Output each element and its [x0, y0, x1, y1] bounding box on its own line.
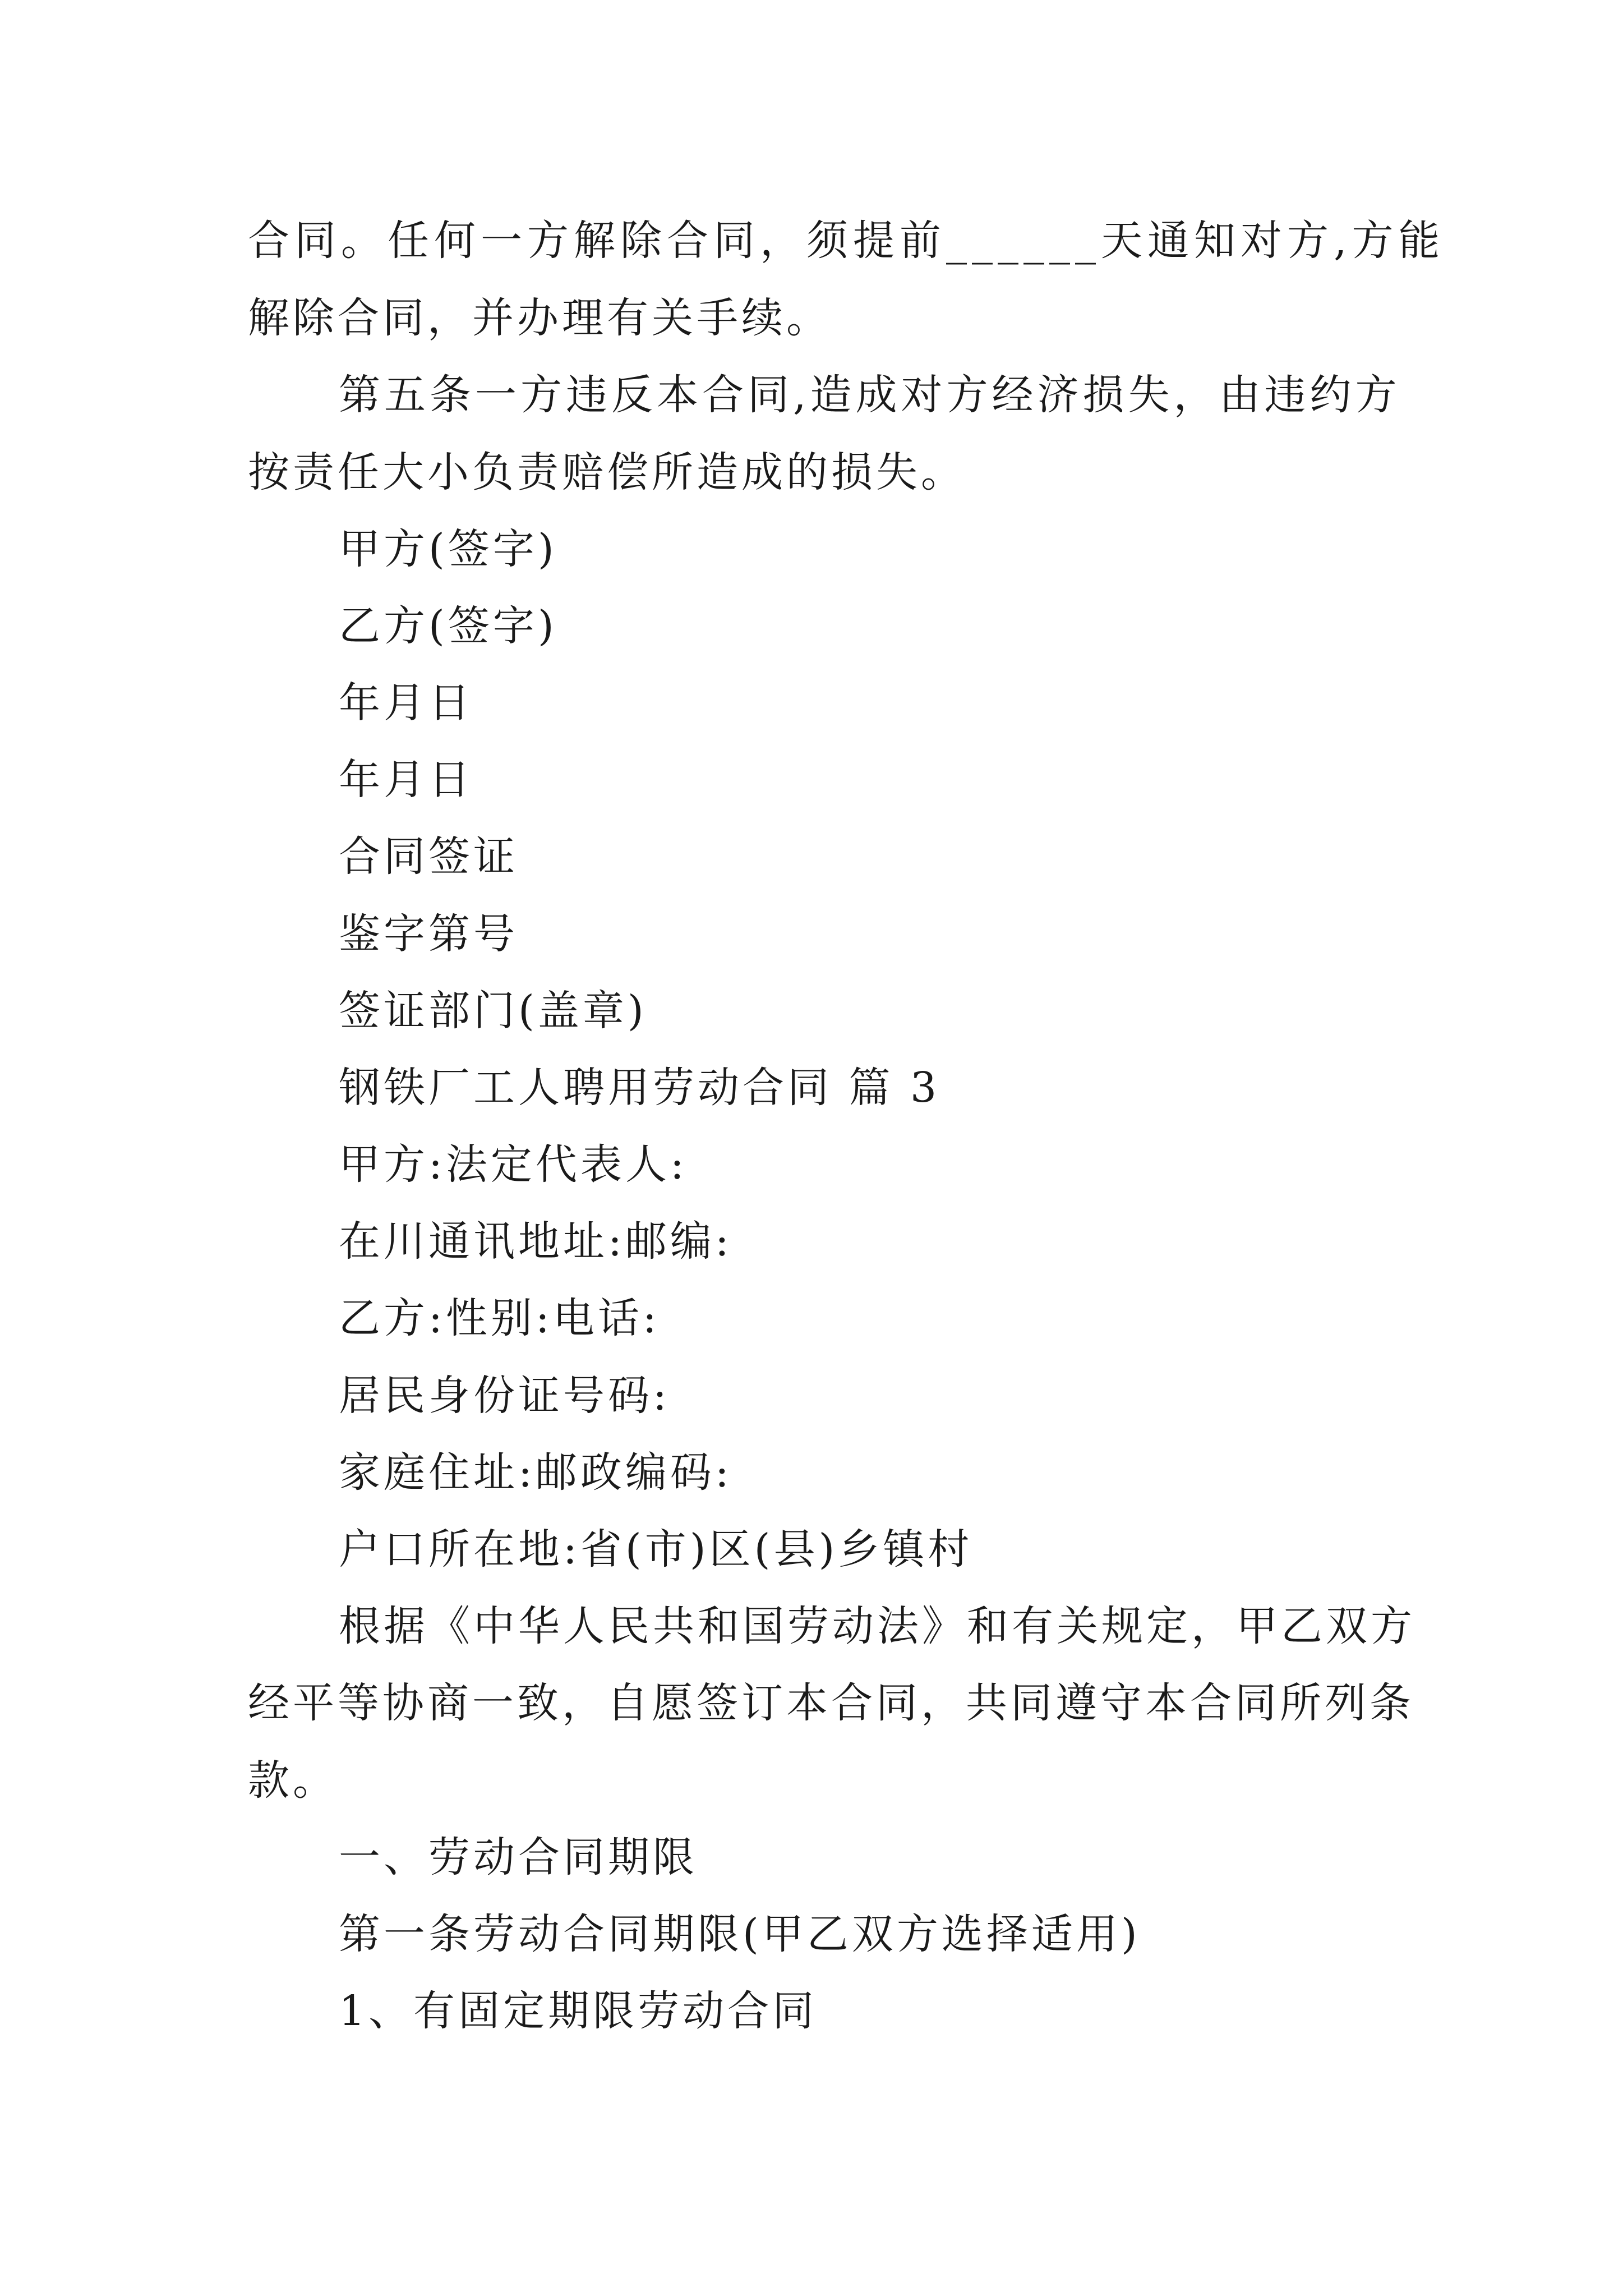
- paragraph-line: 款。: [248, 1756, 338, 1805]
- date-line: 年月日: [339, 756, 473, 804]
- paragraph-line: 合同。任何一方解除合同，须提前______天通知对方,方能: [248, 217, 1445, 265]
- paragraph-line: 经平等协商一致，自愿签订本合同，共同遵守本合同所列条: [248, 1679, 1414, 1727]
- party-b-field: 乙方:性别:电话:: [339, 1294, 660, 1342]
- home-address-field: 家庭住址:邮政编码:: [339, 1448, 732, 1497]
- date-line: 年月日: [339, 679, 473, 727]
- address-field: 在川通讯地址:邮编:: [339, 1217, 732, 1266]
- party-b-signature: 乙方(签字): [339, 602, 557, 650]
- paragraph-line: 根据《中华人民共和国劳动法》和有关规定，甲乙双方: [339, 1602, 1415, 1650]
- clause-5-line: 第五条一方违反本合同,造成对方经济损失，由违约方: [339, 371, 1401, 419]
- party-a-signature: 甲方(签字): [339, 525, 557, 573]
- paragraph-line: 按责任大小负责赔偿所造成的损失。: [248, 448, 966, 496]
- household-registration-field: 户口所在地:省(市)区(县)乡镇村: [339, 1525, 973, 1573]
- paragraph-line: 解除合同，并办理有关手续。: [248, 294, 831, 342]
- list-item: 1、有固定期限劳动合同: [339, 1987, 818, 2035]
- certification-department: 签证部门(盖章): [339, 987, 647, 1035]
- id-number-field: 居民身份证号码:: [339, 1372, 670, 1420]
- section-title: 钢铁厂工人聘用劳动合同 篇 3: [339, 1064, 940, 1112]
- party-a-field: 甲方:法定代表人:: [339, 1140, 688, 1189]
- certification-number: 鉴字第号: [339, 910, 518, 958]
- section-heading: 一、劳动合同期限: [339, 1833, 698, 1881]
- contract-certification: 合同签证: [339, 832, 518, 881]
- clause-heading: 第一条劳动合同期限(甲乙双方选择适用): [339, 1910, 1141, 1958]
